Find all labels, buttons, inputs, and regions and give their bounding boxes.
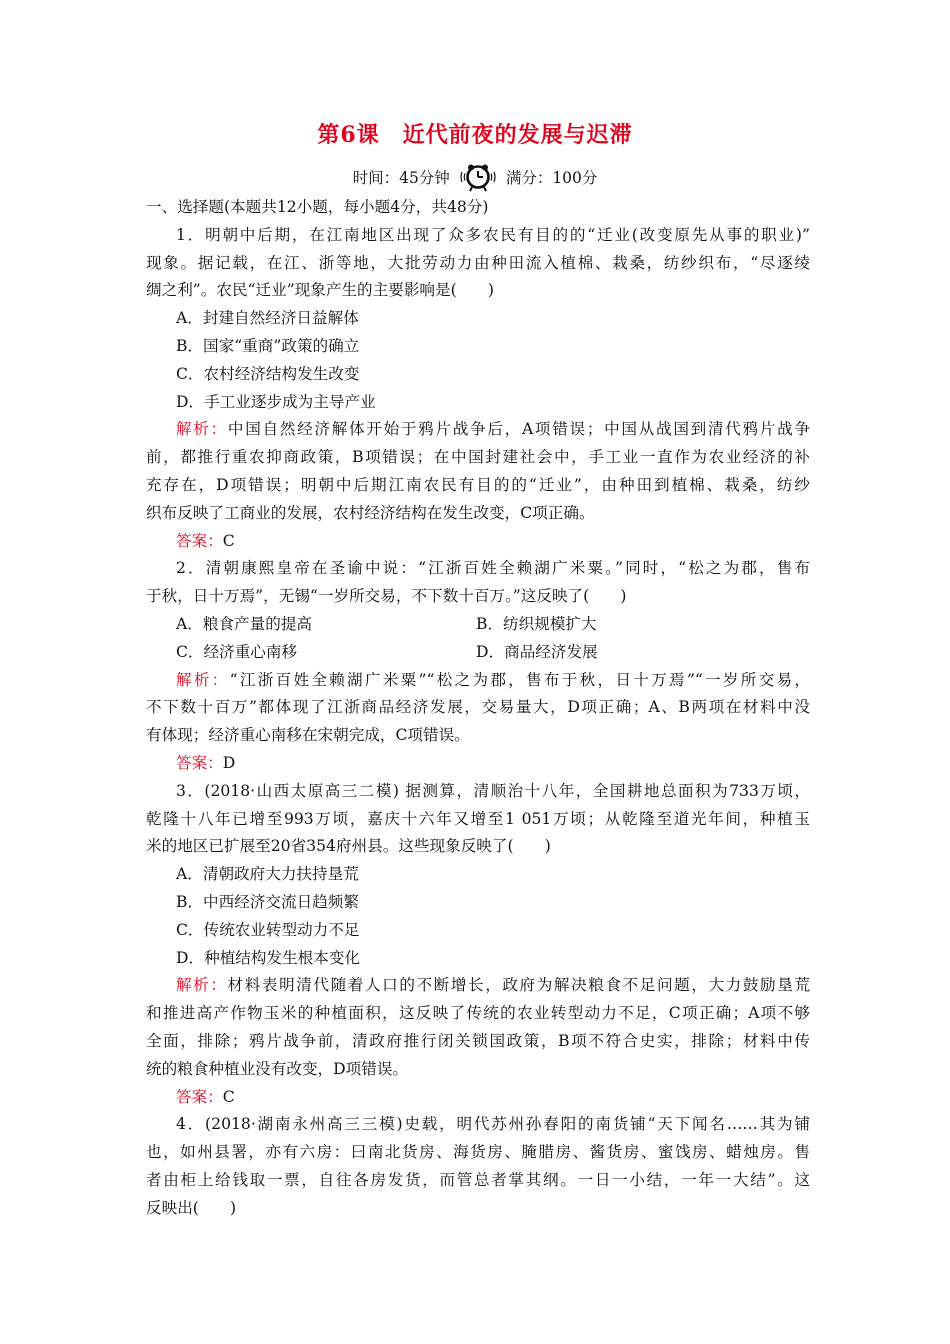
analysis-label: 解析： [176,670,230,689]
question-stem-line: 4．(2018·湖南永州高三三模)史载，明代苏州孙春阳的南货铺“天下闻名……其为铺 [176,1115,810,1134]
question-stem-line: 现象。据记载，在江、浙等地，大批劳动力由种田流入植棉、栽桑，纺纱织布，“尽逐绫 [146,253,810,272]
analysis-line: 解析：“江浙百姓全赖湖广米粟”“松之为郡，售布于秋，日十万焉”“一岁所交易， [176,670,810,689]
analysis-label: 解析： [176,420,228,439]
question-stem-line: 3．(2018·山西太原高三二模) 据测算，清顺治十八年，全国耕地总面积为733万顷， [176,781,810,800]
analysis-line: 解析：中国自然经济解体开始于鸦片战争后，A项错误；中国从战国到清代鸦片战争 [176,420,810,439]
question-stem-line: 1．明朝中后期，在江南地区出现了众多农民有目的的“迁业(改变原先从事的职业)” [176,225,810,244]
analysis-line: 前，都推行重农抑商政策，B项错误；在中国封建社会中，手工业一直作为农业经济的补 [146,448,810,467]
analysis-line: 统的粮食种植业没有改变，D项错误。 [146,1059,409,1078]
analysis-line: 解析：材料表明清代随着人口的不断增长，政府为解决粮食不足问题，大力鼓励垦荒 [176,976,810,995]
option: A．封建自然经济日益解体 [176,309,359,328]
answer-label: 答案： [176,1087,223,1106]
time-limit: 时间：45分钟 [352,169,450,187]
question-stem-line: 2．清朝康熙皇帝在圣谕中说：“江浙百姓全赖湖广米粟。”同时，“松之为郡，售布 [176,559,810,578]
option: A．清朝政府大力扶持垦荒 [176,865,359,884]
analysis-line: 不下数十百万”都体现了江浙商品经济发展，交易量大，D项正确；A、B两项在材料中没 [146,698,810,717]
option: D．商品经济发展 [476,642,598,661]
alarm-clock-icon [458,160,498,194]
option: C．传统农业转型动力不足 [176,920,360,939]
option: A．粮食产量的提高 [176,614,313,633]
answer-value: D [222,753,236,772]
question-stem-line: 于秋，日十万焉”，无锡“一岁所交易，不下数十百万。”这反映了( ) [146,587,627,606]
option: C．农村经济结构发生改变 [176,364,360,383]
question-content [146,194,810,1222]
option: D．手工业逐步成为主导产业 [176,392,376,411]
question-stem-line: 也，如州县署，亦有六房：曰南北货房、海货房、腌腊房、酱货房、蜜饯房、蜡烛房。售 [146,1143,810,1162]
option-row [146,611,810,639]
answer-value: C [222,1087,235,1106]
full-score: 满分：100分 [505,169,598,187]
question-stem-line: 绸之利”。农民“迁业”现象产生的主要影响是( ) [146,281,494,300]
answer-line [146,750,810,778]
answer-label: 答案： [176,531,223,550]
question-stem-line: 者由柜上给钱取一票，自往各房发货，而管总者掌其纲。一日一小结，一年一大结”。这 [146,1170,810,1189]
option-row [146,639,810,667]
analysis-line: 充存在，D项错误；明朝中后期江南农民有目的的“迁业”，由种田到植棉、栽桑，纺纱 [146,475,810,494]
question-stem-line: 乾隆十八年已增至993万顷，嘉庆十六年又增至1 051万顷；从乾隆至道光年间，种植玉 [146,809,810,828]
question-stem-line: 反映出( ) [146,1198,237,1217]
section-heading: 一、选择题(本题共12小题，每小题4分，共48分) [146,198,489,216]
option: C．经济重心南移 [176,642,298,661]
answer-label: 答案： [176,753,223,772]
analysis-line: 织布反映了工商业的发展，农村经济结构在发生改变，C项正确。 [146,503,595,522]
analysis-label: 解析： [176,976,228,995]
answer-line [146,1084,810,1112]
analysis-line: 有体现；经济重心南移在宋朝完成，C项错误。 [146,726,470,745]
option: B．国家“重商”政策的确立 [176,336,360,355]
analysis-line: 和推进高产作物玉米的种植面积，这反映了传统的农业转型动力不足，C项正确；A项不够 [146,1004,810,1023]
exam-meta [0,160,950,194]
answer-line [146,528,810,556]
page-title: 第6课 近代前夜的发展与迟滞 [317,122,633,148]
option: B．纺织规模扩大 [476,614,597,633]
question-stem-line: 米的地区已扩展至20省354府州县。这些现象反映了( ) [146,837,551,856]
answer-value: C [222,531,235,550]
analysis-line: 全面，排除；鸦片战争前，清政府推行闭关锁国政策，B项不符合史实，排除；材料中传 [146,1031,810,1050]
option: B．中西经济交流日趋频繁 [176,892,359,911]
option: D．种植结构发生根本变化 [176,948,361,967]
